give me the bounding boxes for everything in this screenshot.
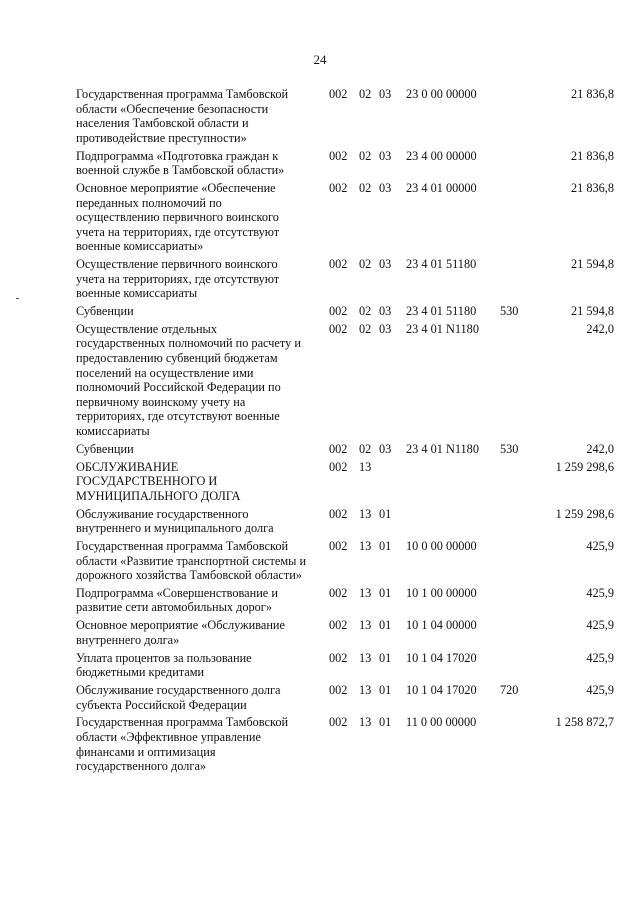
row-subsection: 03 xyxy=(379,148,392,163)
row-section: 02 xyxy=(359,304,372,319)
row-target-article: 10 1 04 17020 xyxy=(406,683,477,697)
row-sum: 425,9 xyxy=(586,585,614,600)
table-row xyxy=(76,683,616,712)
row-name: ОБСЛУЖИВАНИЕ ГОСУДАРСТВЕННОГО И МУНИЦИПАЛЬНОГО ДОЛГА xyxy=(76,459,241,503)
row-subsection: 03 xyxy=(379,180,392,195)
row-subsection: 01 xyxy=(379,715,392,730)
row-name: Осуществление первичного воинского учета на территориях, где отсутствуют военные комиссариаты xyxy=(76,257,280,301)
row-name: Обслуживание государственного внутреннего и муниципального долга xyxy=(76,506,274,536)
table-row xyxy=(76,460,616,504)
row-name: Уплата процентов за пользование бюджетными кредитами xyxy=(76,650,252,680)
row-sum: 1 259 298,6 xyxy=(555,459,614,474)
row-target-article: 10 1 00 00000 xyxy=(406,585,477,600)
row-code: 002 xyxy=(329,618,348,633)
row-sum: 425,9 xyxy=(586,538,614,553)
row-name: Субвенции xyxy=(76,441,134,456)
row-target-article: 10 1 04 00000 xyxy=(406,618,477,633)
row-section: 13 xyxy=(359,585,372,600)
row-section: 02 xyxy=(359,180,372,195)
row-code: 002 xyxy=(329,304,348,319)
row-subsection: 01 xyxy=(379,683,392,697)
row-subsection: 01 xyxy=(379,538,392,553)
row-code: 002 xyxy=(329,715,348,730)
row-section: 13 xyxy=(359,459,372,474)
row-sum: 21 836,8 xyxy=(570,180,614,195)
row-sum: 21 594,8 xyxy=(570,257,614,272)
table-row xyxy=(76,618,616,647)
row-subsection: 03 xyxy=(379,87,392,101)
row-name: Подпрограмма «Подготовка граждан к военной службе в Тамбовской области» xyxy=(76,148,285,178)
table-row xyxy=(76,715,616,773)
row-section: 02 xyxy=(359,148,372,163)
row-section: 13 xyxy=(359,683,372,697)
row-section: 02 xyxy=(359,257,372,272)
row-name: Основное мероприятие «Обслуживание внутреннего долга» xyxy=(76,618,285,647)
row-sum: 425,9 xyxy=(586,618,614,633)
row-subsection: 03 xyxy=(379,441,392,456)
row-name: Осуществление отдельных государственных полномочий по расчету и предоставлению субвенций бюджетам поселений на осуществление ими полномочий Российской Федерации по первичному воинскому учету на территориях, где отсутствуют военные комиссариаты xyxy=(76,321,301,438)
row-section: 02 xyxy=(359,321,372,336)
table-row xyxy=(76,149,616,178)
row-target-article: 23 4 01 51180 xyxy=(406,304,477,319)
row-name: Государственная программа Тамбовской области «Обеспечение безопасности населения Тамбовской области и противодействие преступности» xyxy=(76,87,289,145)
row-target-article: 10 0 00 00000 xyxy=(406,538,477,553)
row-target-article: 11 0 00 00000 xyxy=(406,715,477,730)
row-code: 002 xyxy=(329,87,348,101)
row-code: 002 xyxy=(329,441,348,456)
row-target-article: 23 4 01 00000 xyxy=(406,180,477,195)
row-section: 13 xyxy=(359,538,372,553)
row-target-article: 23 4 00 00000 xyxy=(406,148,477,163)
table-row xyxy=(76,507,616,536)
row-target-article: 10 1 04 17020 xyxy=(406,650,477,665)
table-row xyxy=(76,539,616,583)
row-subsection: 01 xyxy=(379,650,392,665)
row-expense-type: 530 xyxy=(500,441,519,456)
row-sum: 21 836,8 xyxy=(570,87,614,101)
row-sum: 242,0 xyxy=(586,321,614,336)
row-code: 002 xyxy=(329,506,348,521)
page-number: 24 xyxy=(313,52,327,67)
row-code: 002 xyxy=(329,148,348,163)
table-row xyxy=(76,87,616,145)
row-sum: 425,9 xyxy=(586,650,614,665)
row-sum: 21 594,8 xyxy=(570,304,614,319)
table-row xyxy=(76,181,616,254)
row-subsection: 01 xyxy=(379,618,392,633)
row-name: Обслуживание государственного долга субъекта Российской Федерации xyxy=(76,683,281,712)
row-code: 002 xyxy=(329,321,348,336)
row-subsection: 01 xyxy=(379,506,392,521)
row-code: 002 xyxy=(329,683,348,697)
table-row xyxy=(76,586,616,615)
row-subsection: 03 xyxy=(379,257,392,272)
row-name: Государственная программа Тамбовской области «Развитие транспортной системы и дорожного хозяйства Тамбовской области» xyxy=(76,538,307,583)
table-row xyxy=(76,322,616,439)
row-sum: 21 836,8 xyxy=(570,148,614,163)
row-sum: 242,0 xyxy=(586,441,614,456)
budget-table xyxy=(76,87,616,777)
row-name: Основное мероприятие «Обеспечение переданных полномочий по осуществлению первичного воинского учета на территориях, где отсутствуют военные комиссариаты» xyxy=(76,180,280,254)
row-expense-type: 530 xyxy=(500,304,519,319)
row-target-article: 23 4 01 N1180 xyxy=(406,321,479,336)
row-name: Субвенции xyxy=(76,304,134,319)
row-code: 002 xyxy=(329,538,348,553)
row-target-article: 23 4 01 N1180 xyxy=(406,441,479,456)
row-section: 02 xyxy=(359,87,372,101)
row-code: 002 xyxy=(329,257,348,272)
row-sum: 425,9 xyxy=(586,683,614,697)
row-subsection: 03 xyxy=(379,321,392,336)
row-code: 002 xyxy=(329,585,348,600)
row-section: 02 xyxy=(359,441,372,456)
row-code: 002 xyxy=(329,650,348,665)
row-sum: 1 258 872,7 xyxy=(555,715,614,730)
row-name: Государственная программа Тамбовской области «Эффективное управление финансами и оптимизация государственного долга» xyxy=(76,715,289,774)
row-section: 13 xyxy=(359,506,372,521)
row-subsection: 01 xyxy=(379,585,392,600)
table-row xyxy=(76,257,616,301)
row-code: 002 xyxy=(329,459,348,474)
row-section: 13 xyxy=(359,715,372,730)
table-row xyxy=(76,304,616,319)
row-section: 13 xyxy=(359,618,372,633)
margin-mark xyxy=(16,298,19,299)
row-target-article: 23 0 00 00000 xyxy=(406,87,477,101)
row-name: Подпрограмма «Совершенствование и развитие сети автомобильных дорог» xyxy=(76,585,278,615)
row-expense-type: 720 xyxy=(500,683,519,697)
row-section: 13 xyxy=(359,650,372,665)
row-subsection: 03 xyxy=(379,304,392,319)
row-sum: 1 259 298,6 xyxy=(555,506,614,521)
table-row xyxy=(76,651,616,680)
row-target-article: 23 4 01 51180 xyxy=(406,257,477,272)
table-row xyxy=(76,442,616,457)
row-code: 002 xyxy=(329,180,348,195)
